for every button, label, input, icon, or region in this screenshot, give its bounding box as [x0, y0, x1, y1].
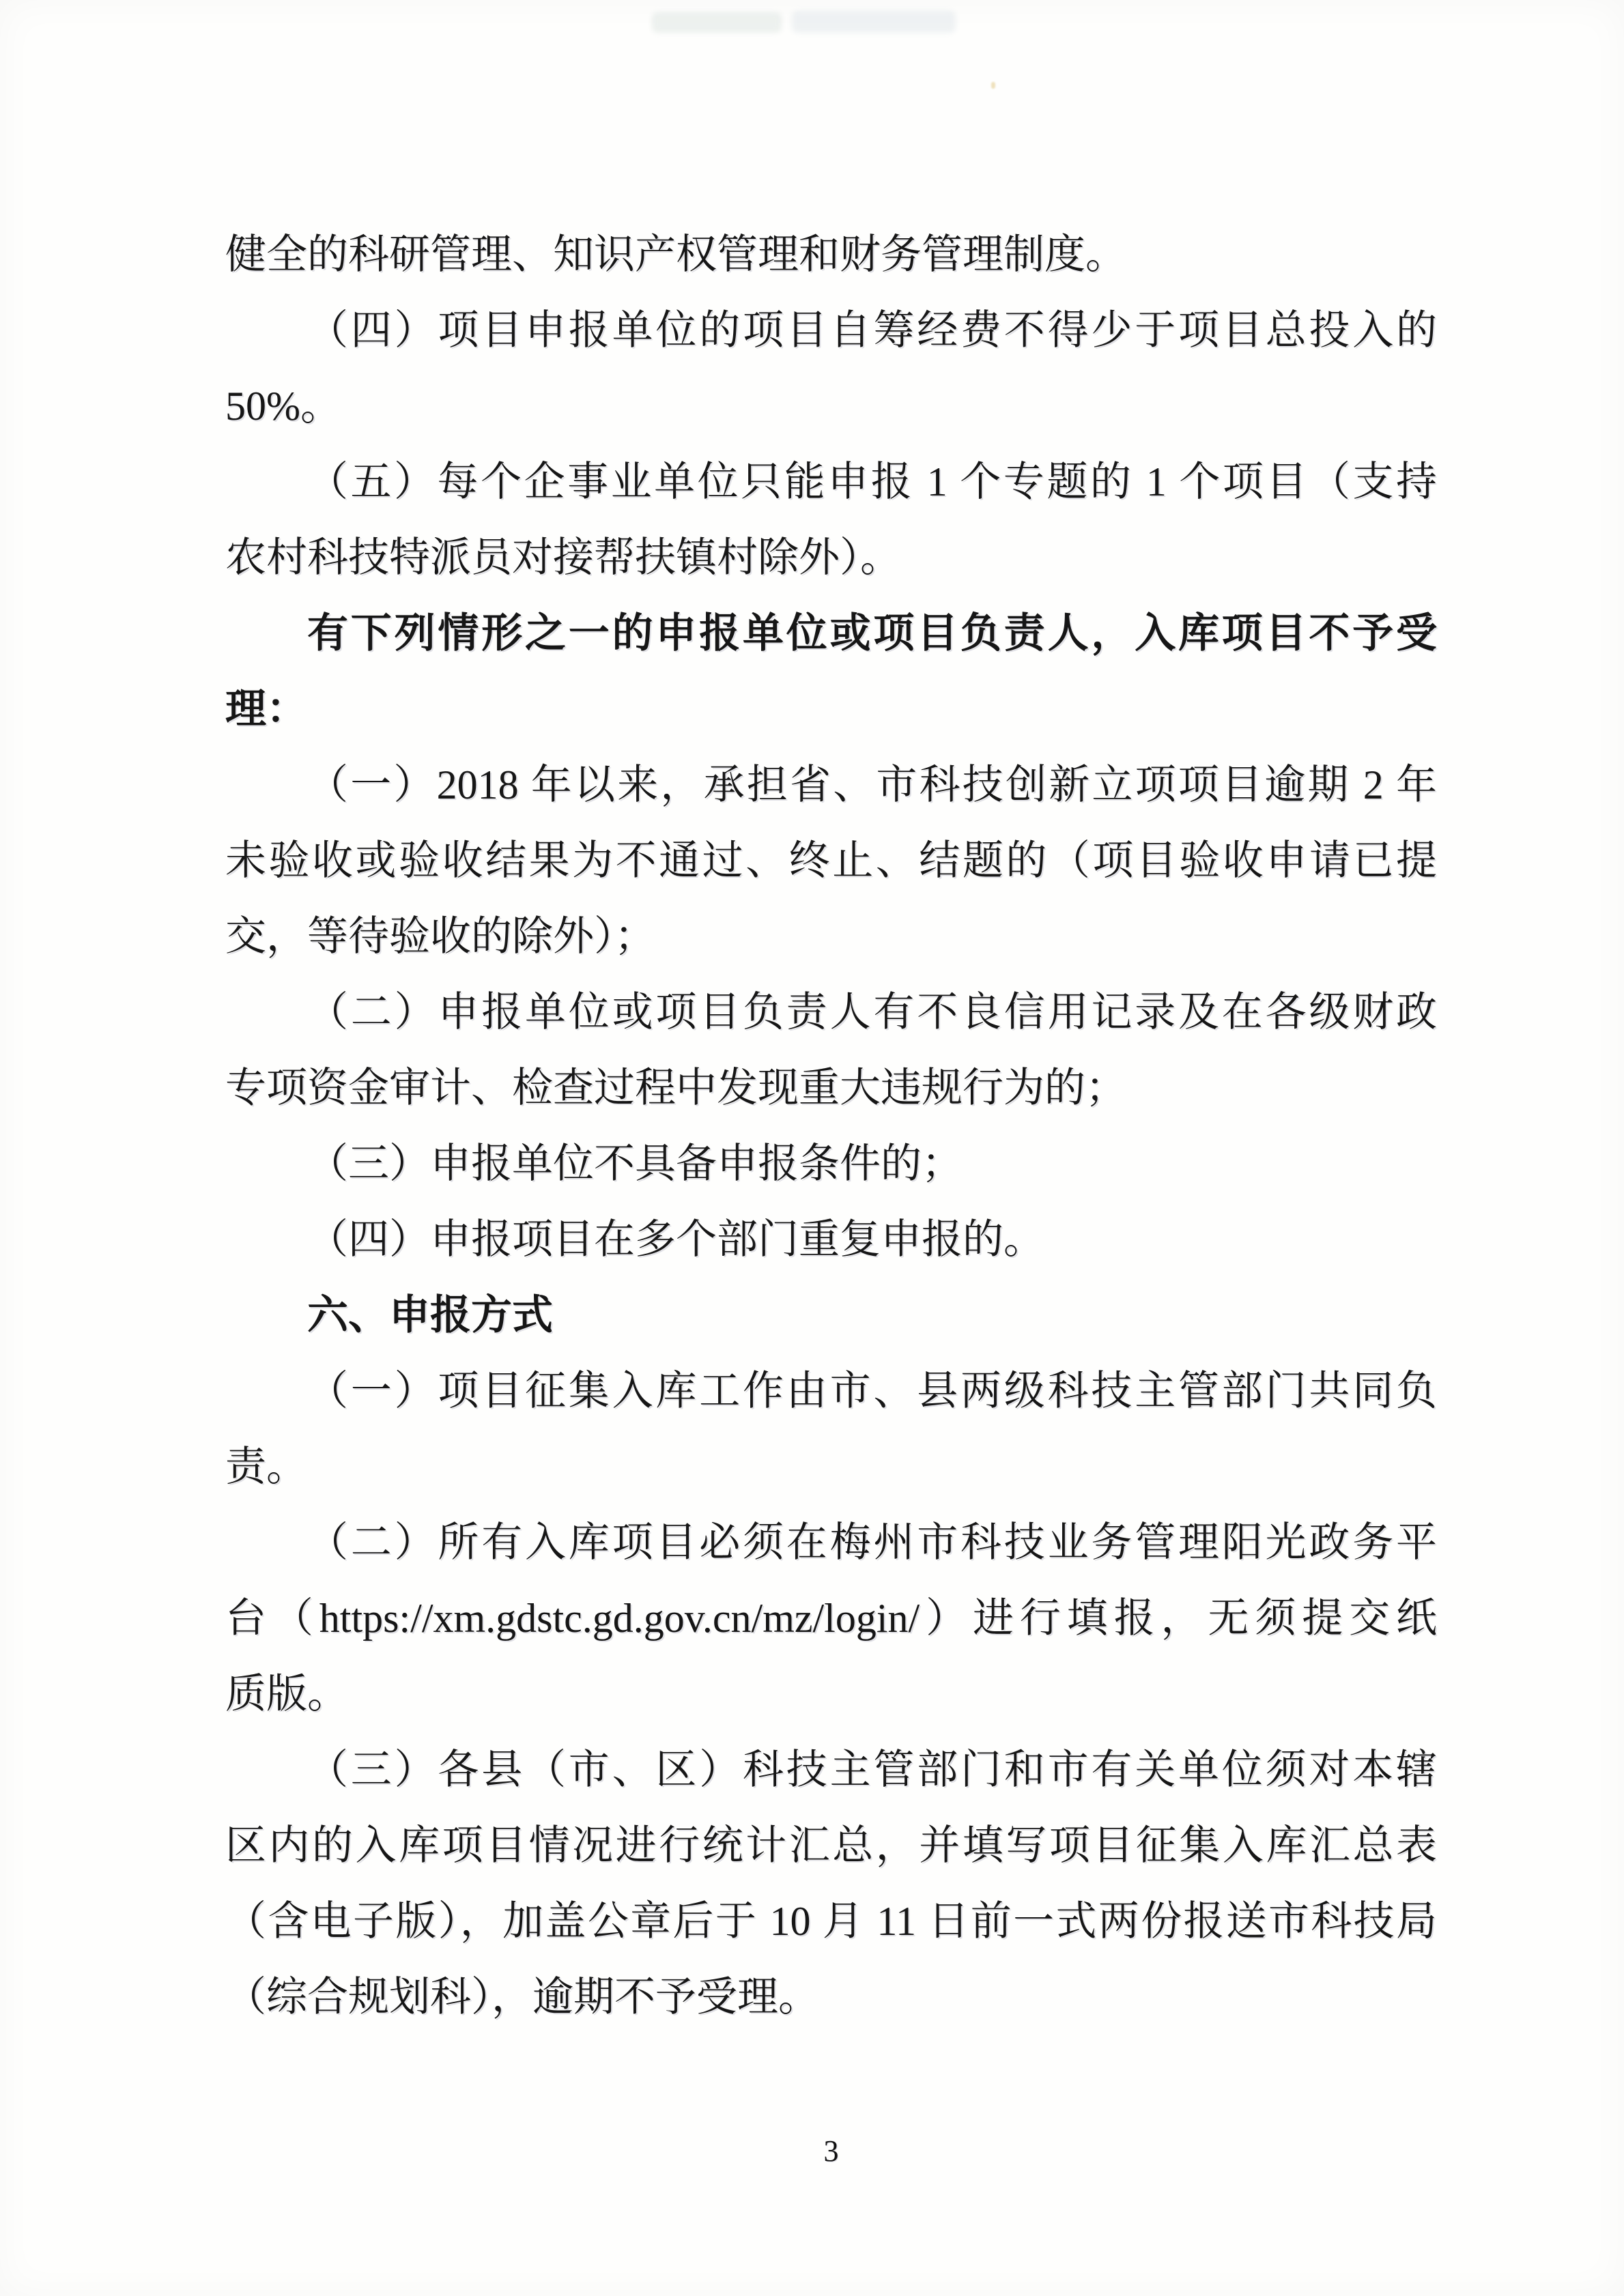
document-line: 责。 — [225, 1444, 307, 1489]
document-line: 六、申报方式 — [307, 1293, 553, 1338]
document-line: 50%。 — [225, 384, 341, 429]
document-line: （综合规划科），逾期不予受理。 — [225, 1975, 819, 2020]
document-line: 交，等待验收的除外）； — [225, 914, 655, 959]
scan-smudge — [652, 12, 782, 33]
document-line: （四）项目申报单位的项目自筹经费不得少于项目总投入的 — [307, 308, 1437, 353]
document-line: （三）申报单位不具备申报条件的； — [307, 1141, 963, 1186]
document-line: 农村科技特派员对接帮扶镇村除外）。 — [225, 535, 901, 580]
document-line: （五）每个企事业单位只能申报 1 个专题的 1 个项目（支持 — [307, 459, 1437, 504]
document-line: 未验收或验收结果为不通过、终止、结题的（项目验收申请已提 — [225, 838, 1437, 883]
document-line: 专项资金审计、检查过程中发现重大违规行为的； — [225, 1065, 1126, 1110]
document-line: （二）所有入库项目必须在梅州市科技业务管理阳光政务平 — [307, 1520, 1437, 1565]
document-line: （三）各县（市、区）科技主管部门和市有关单位须对本辖 — [307, 1747, 1437, 1792]
page-number: 3 — [823, 2134, 839, 2168]
document-line: （二）申报单位或项目负责人有不良信用记录及在各级财政 — [307, 990, 1437, 1035]
document-line: 区内的入库项目情况进行统计汇总，并填写项目征集入库汇总表 — [225, 1823, 1437, 1868]
document-line: （一）2018 年以来，承担省、市科技创新立项项目逾期 2 年 — [307, 762, 1437, 807]
document-body — [225, 217, 1437, 2035]
scan-smudge — [792, 11, 956, 33]
document-line: 健全的科研管理、知识产权管理和财务管理制度。 — [225, 232, 1126, 277]
document-line: 理： — [225, 687, 307, 732]
document-line: （一）项目征集入库工作由市、县两级科技主管部门共同负 — [307, 1368, 1437, 1414]
document-line: 有下列情形之一的申报单位或项目负责人，入库项目不予受 — [307, 611, 1437, 656]
document-line: 质版。 — [225, 1671, 348, 1717]
document-line: 台（https://xm.gdstc.gd.gov.cn/mz/login/）进行填报，无须提交纸 — [225, 1596, 1437, 1641]
scan-speck — [991, 82, 995, 89]
document-line: （四）申报项目在多个部门重复申报的。 — [307, 1217, 1044, 1262]
document-line: （含电子版），加盖公章后于 10 月 11 日前一式两份报送市科技局 — [225, 1899, 1437, 1944]
